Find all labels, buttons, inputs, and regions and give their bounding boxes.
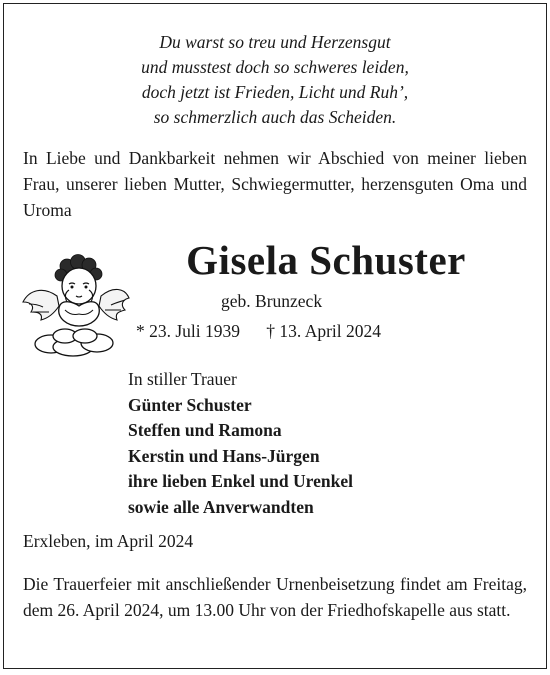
obituary-notice xyxy=(3,3,547,669)
poem xyxy=(4,30,546,130)
mourners-list xyxy=(128,367,353,520)
mourner-name: Günter Schuster xyxy=(128,394,252,415)
poem-line: und musstest doch so schweres leiden, xyxy=(141,57,409,77)
mourning-lead: In stiller Trauer xyxy=(128,369,237,389)
ceremony-info: Die Trauerfeier mit anschließender Urnenbeisetzung findet am Freitag, dem 26. April 2024, um 13.00 Uhr von der Friedhofskapelle aus statt. xyxy=(23,574,527,620)
death-date: † 13. April 2024 xyxy=(266,321,382,341)
mourner-name: sowie alle Anverwandten xyxy=(128,496,314,517)
poem-line: doch jetzt ist Frieden, Licht und Ruh’, xyxy=(141,82,409,102)
poem-line: Du warst so treu und Herzensgut xyxy=(159,32,391,52)
birth-date: * 23. Juli 1939 xyxy=(136,321,241,341)
place-date: Erxleben, im April 2024 xyxy=(23,531,194,551)
intro-text: In Liebe und Dankbarkeit nehmen wir Abschied von meiner lieben Frau, unserer lieben Mutter, Schwiegermutter, herzensguten Oma und Uroma xyxy=(23,148,527,220)
maiden-name: geb. Brunzeck xyxy=(221,291,323,311)
mourner-name: Kerstin und Hans-Jürgen xyxy=(128,445,320,466)
deceased-name: Gisela Schuster xyxy=(186,237,466,283)
poem-line: so schmerzlich auch das Scheiden. xyxy=(153,107,397,127)
life-dates xyxy=(136,321,381,342)
mourner-name: Steffen und Ramona xyxy=(128,420,282,440)
mourner-name: ihre lieben Enkel und Urenkel xyxy=(128,471,353,491)
